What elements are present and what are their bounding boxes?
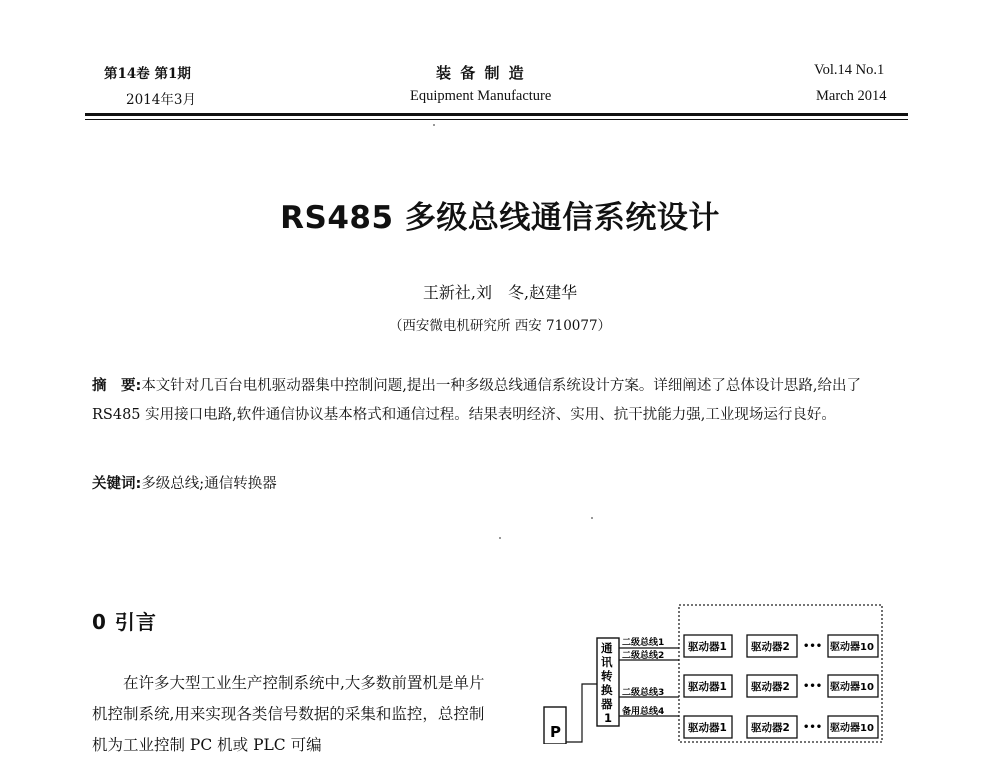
pc-label: P [550, 723, 561, 741]
article-affiliation: （西安微电机研究所 西安 710077） [388, 318, 612, 334]
driver-r3-1-label: 驱动器1 [688, 722, 727, 734]
converter-char-5: 1 [604, 711, 613, 725]
converter-label [600, 641, 613, 725]
converter-char-2: 转 [601, 669, 613, 683]
keywords-text: 多级总线;通信转换器 [141, 476, 277, 492]
driver-r3-10-label: 驱动器10 [830, 723, 874, 734]
driver-r1-10-label: 驱动器10 [830, 642, 874, 653]
header-date-cn: 2014年3月 [126, 92, 196, 108]
bus-diagram [540, 604, 885, 744]
abstract-label: 摘 要: [92, 378, 142, 394]
pc-link [566, 684, 597, 742]
ellipsis-r3: ••• [803, 722, 823, 733]
bus-label-2: 二级总线2 [622, 651, 665, 661]
ellipsis-r2: ••• [803, 681, 823, 692]
converter-char-1: 讯 [601, 655, 613, 669]
ellipsis-r1: ••• [803, 641, 823, 652]
bus-label-1: 二级总线1 [622, 638, 665, 648]
driver-r2-1-label: 驱动器1 [688, 681, 727, 693]
keywords [92, 472, 277, 493]
header-volume-en: Vol.14 No.1 [814, 62, 885, 78]
header-date-en: March 2014 [816, 88, 887, 104]
driver-r1-2-label: 驱动器2 [751, 641, 790, 653]
section-heading: 0 引言 [92, 610, 157, 634]
header-journal-cn: 装 备 制 造 [436, 64, 526, 82]
bus-label-3: 二级总线3 [622, 688, 665, 698]
header-volume-cn: 第14卷 第1期 [104, 66, 191, 82]
header-rule-thin [85, 119, 908, 120]
article-authors: 王新社,刘 冬,赵建华 [422, 283, 578, 302]
abstract [92, 372, 907, 430]
keywords-label: 关键词: [92, 476, 142, 492]
header-rule-thick [85, 113, 908, 116]
abstract-text: 本文针对几百台电机驱动器集中控制问题,提出一种多级总线通信系统设计方案。详细阐述了总体设计思路,给出了 RS485 实用接口电路,软件通信协议基本格式和通信过程。结果表明经济、实用、抗干扰能力强,工业现场运行良好。 [92, 378, 862, 423]
converter-char-3: 换 [601, 683, 613, 697]
header-journal-en: Equipment Manufacture [410, 88, 552, 104]
driver-r2-10-label: 驱动器10 [830, 682, 874, 693]
intro-paragraph: 在许多大型工业生产控制系统中,大多数前置机是单片机控制系统,用来实现各类信号数据的采集和监控，总控制机为工业控制 PC 机或 PLC 可编 [92, 674, 485, 754]
converter-char-0: 通 [601, 641, 613, 655]
driver-r1-1-label: 驱动器1 [688, 641, 727, 653]
bus-label-4: 备用总线4 [622, 707, 665, 717]
converter-char-4: 器 [601, 697, 613, 711]
driver-r2-2-label: 驱动器2 [751, 681, 790, 693]
article-title: RS485 多级总线通信系统设计 [280, 200, 720, 236]
driver-r3-2-label: 驱动器2 [751, 722, 790, 734]
